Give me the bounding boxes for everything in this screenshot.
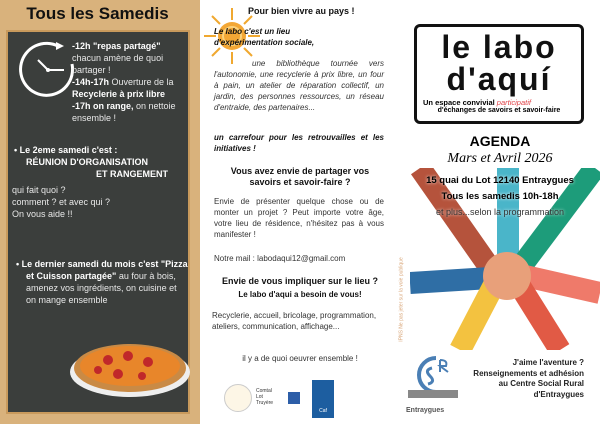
info-line: Renseignements et adhésion xyxy=(473,368,584,378)
schedule-cleanup: -17h on range, xyxy=(72,101,134,111)
agenda-heading: AGENDA xyxy=(469,133,531,149)
lab-description: une bibliothèque tournée vers l'autonomie, une recyclerie à prix libre, un four à pain, un atelier de réparation collectif, un jardin, des personnes ressources, un réseau d'entraide, des partenaires... xyxy=(214,59,384,112)
question-1: qui fait quoi ? xyxy=(12,185,66,195)
left-panel xyxy=(0,0,200,424)
volunteer-tasks: Recyclerie, accueil, bricolage, programmation, ateliers, communication, affichage... xyxy=(212,311,377,331)
question-2: comment ? et avec qui ? xyxy=(12,197,111,207)
tagline-2: d'échanges de savoirs et savoir-faire xyxy=(437,107,561,114)
involve-subtitle: Le labo d'aqui a besoin de vous! xyxy=(238,290,362,299)
schedule-recyclerie: -14h-17h xyxy=(72,77,110,87)
schedule-cleanup-text: on nettoie ensemble ! xyxy=(72,101,176,123)
logo-line-2: d'aquí xyxy=(446,61,552,97)
adventure-line: J'aime l'aventure ? xyxy=(512,358,584,367)
centre-line: au Centre Social Rural xyxy=(498,379,584,388)
tagline-1: Un espace convivial xyxy=(423,98,495,107)
labo-logo xyxy=(414,24,584,124)
clock-icon xyxy=(18,40,78,100)
lab-carrefour: un carrefour pour les retrouvailles et les initiatives ! xyxy=(214,133,384,153)
partner-logo-comtal: Comtal Lot Truyère xyxy=(256,388,274,406)
adhesion-info xyxy=(473,358,584,400)
schedule-meal: -12h "repas partagé" xyxy=(72,41,161,51)
csr-logo-mark xyxy=(406,352,460,402)
town-line: d'Entraygues xyxy=(533,389,584,399)
meeting-title-2: ET RANGEMENT xyxy=(96,169,168,179)
schedule-meal-text: chacun amène de quoi partager ! xyxy=(72,53,164,75)
chalkboard: -12h "repas partagé" chacun amène de quoi partager ! -14h-17h Ouverture de la Recyclerie à prix libre -17h on range, on nettoie ensemble ! • Le 2eme samedi c'est : RÉUNION D'ORGANISATION ET RANGEMENT qui fait quoi ? comment ? et avec qui ? On vous aide !! • Le dernier samedi du mois c'est "Pizza et Cuisson partagée" au four à bois, amenez vos ingrédients, on cuisine et on mange ensemble xyxy=(6,30,190,414)
question-3: On vous aide !! xyxy=(12,209,73,219)
tagline-accent: participatif xyxy=(496,98,531,107)
address: 15 quai du Lot 12140 Entraygues xyxy=(426,175,574,186)
logo-line-1: le labo xyxy=(441,29,557,65)
partner-logo-box xyxy=(288,392,300,404)
more-programming: et plus...selon la programmation xyxy=(435,207,565,217)
share-text: Envie de présenter quelque chose ou de monter un projet ? Peut importe votre âge, votre lieu de résidence, n'hésitez pas à vous manifester ! xyxy=(214,197,384,239)
partner-logo-caf: Caf xyxy=(312,380,334,418)
partner-logo-circle xyxy=(224,384,252,412)
csr-name: Entraygues xyxy=(406,407,445,414)
ipns-notice: IPNS Ne pas jeter sur la voie publique xyxy=(398,257,405,342)
pizza-text: au four à bois, amenez vos ingrédients, on cuisine et on mange ensemble xyxy=(26,271,177,305)
opening-hours: Tous les samedis 10h-18h xyxy=(441,191,559,202)
csr-logo xyxy=(406,352,460,418)
partner-logos xyxy=(222,380,382,420)
schedule-recyclerie-name: Recyclerie à prix libre xyxy=(72,89,166,99)
second-saturday-intro: Le 2eme samedi c'est : xyxy=(19,145,118,155)
schedule-recyclerie-text: Ouverture de la xyxy=(111,77,174,87)
pizza-image xyxy=(68,332,193,402)
involve-title: Envie de vous impliquer sur le lieu ? xyxy=(221,276,379,286)
contact-email[interactable]: Notre mail : labodaqui12@gmail.com xyxy=(214,254,346,263)
closing-text: il y a de quoi oeuvrer ensemble ! xyxy=(242,354,358,363)
agenda-period: Mars et Avril 2026 xyxy=(447,151,553,166)
left-title: Tous les Samedis xyxy=(26,4,169,23)
right-panel xyxy=(400,0,600,424)
meeting-title: RÉUNION D'ORGANISATION xyxy=(26,157,148,167)
middle-panel xyxy=(200,0,400,424)
middle-heading: Pour bien vivre au pays ! xyxy=(248,6,355,16)
lab-intro: Le labo c'est un lieu d'expérimentation sociale, xyxy=(214,27,315,47)
share-title: Vous avez envie de partager vos savoirs et savoir-faire ? xyxy=(230,166,370,187)
pizza-title: Le dernier samedi du mois c'est "Pizza et Cuisson partagée" xyxy=(21,259,188,281)
